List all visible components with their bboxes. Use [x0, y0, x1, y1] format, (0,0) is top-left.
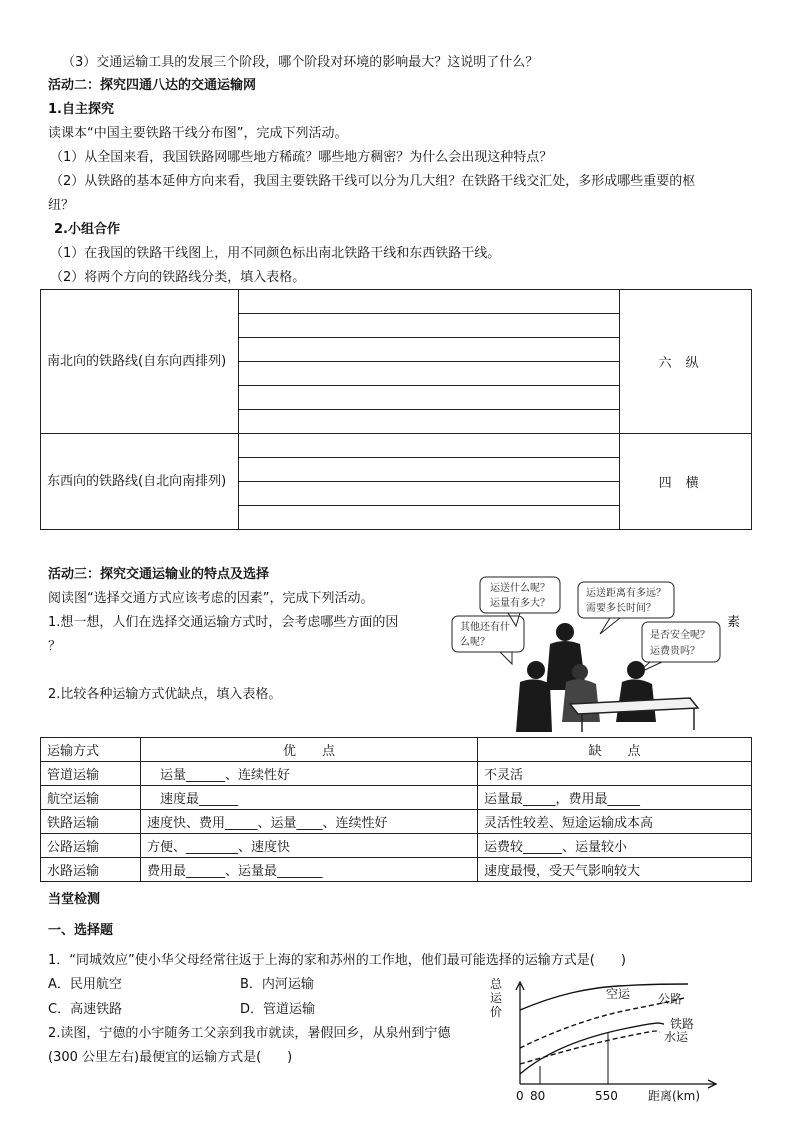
q3-text: （3）交通运输工具的发展三个阶段，哪个阶段对环境的影响最大？这说明了什么？: [62, 55, 539, 70]
pros-cell[interactable]: 速度快、费用_____、运量____、连续性好: [141, 810, 478, 834]
bubble-what-line2: 运量有多大？: [490, 598, 550, 609]
activity3-intro: 阅读图“选择交通方式应该考虑的因素”，完成下列活动。: [48, 591, 374, 606]
ew-label: 东西向的铁路线(自北向南排列): [41, 434, 239, 530]
y-label-3: 价: [490, 1005, 503, 1019]
x-tick-550: 550: [595, 1089, 618, 1103]
ns-label: 南北向的铁路线(自东向西排列): [41, 290, 239, 434]
freight-cost-chart: [488, 976, 728, 1104]
option-d[interactable]: D．管道运输: [240, 1002, 316, 1017]
ns-blank-3[interactable]: [239, 338, 620, 362]
ns-blank-2[interactable]: [239, 314, 620, 338]
activity3-q1-suffix: 素: [727, 615, 741, 630]
check-section: 一、选择题: [48, 923, 114, 938]
activity2-q2-line2: 纽？: [48, 198, 75, 213]
activity2-title: 活动二：探究四通八达的交通运输网: [48, 78, 257, 93]
table-row: [41, 786, 752, 810]
ew-blank-3[interactable]: [239, 482, 620, 506]
header-cons: 缺 点: [478, 738, 752, 762]
y-label-2: 运: [490, 991, 503, 1005]
people-group: [516, 623, 656, 732]
ew-blank-1[interactable]: [239, 434, 620, 458]
check-title: 当堂检测: [48, 892, 101, 907]
table-row: [41, 738, 752, 762]
activity3-q2: 2.比较各种运输方式优缺点，填入表格。: [48, 687, 282, 702]
series-label-water: 水运: [664, 1030, 689, 1044]
activity2-q1: （1）从全国来看，我国铁路网哪些地方稀疏？哪些地方稠密？为什么会出现这种特点？: [50, 150, 553, 165]
x-axis-label: 距离(km): [648, 1089, 701, 1103]
bubble-distance-line2: 需要多长时间？: [586, 603, 656, 614]
pros-cell[interactable]: 方便、________、速度快: [141, 834, 478, 858]
x-tick-80: 80: [530, 1089, 546, 1103]
self-study-title: 1.自主探究: [48, 102, 114, 117]
ns-blank-5[interactable]: [239, 386, 620, 410]
ew-blank-2[interactable]: [239, 458, 620, 482]
ew-tag: 四横: [620, 434, 752, 530]
transport-compare-table: [40, 737, 752, 882]
cons-cell: 灵活性较差、短途运输成本高: [478, 810, 752, 834]
pros-cell[interactable]: 速度最______: [141, 786, 478, 810]
table-row: [41, 762, 752, 786]
bubble-safety-line1: 是否安全呢？: [650, 630, 710, 641]
group-q2: （2）将两个方向的铁路线分类，填入表格。: [50, 270, 306, 285]
table-row: [41, 858, 752, 882]
check-q2-line2: (300 公里左右)最便宜的运输方式是( ): [48, 1050, 293, 1065]
mode-cell: 航空运输: [41, 786, 141, 810]
option-a[interactable]: A．民用航空: [48, 977, 122, 992]
bubble-what-line1: 运送什么呢？: [490, 583, 550, 594]
line-rail: [520, 1023, 664, 1074]
bubble-safety-line2: 运费贵吗？: [650, 646, 700, 657]
series-label-rail: 铁路: [670, 1017, 695, 1031]
ns-blank-4[interactable]: [239, 362, 620, 386]
x-tick-0: 0: [516, 1089, 524, 1103]
discussion-illustration: [450, 572, 722, 734]
mode-cell: 公路运输: [41, 834, 141, 858]
option-b[interactable]: B．内河运输: [240, 977, 314, 992]
activity2-intro: 读课本“中国主要铁路干线分布图”，完成下列活动。: [48, 126, 348, 141]
activity2-q2-line1: （2）从铁路的基本延伸方向来看，我国主要铁路干线可以分为几大组？在铁路干线交汇处，多形成哪些重要的枢: [50, 174, 696, 189]
railway-table: [40, 289, 752, 530]
pros-cell[interactable]: 运量______、连续性好: [141, 762, 478, 786]
group-work-title: 2.小组合作: [54, 222, 120, 237]
cons-cell[interactable]: 运量最_____，费用最_____: [478, 786, 752, 810]
ew-blank-4[interactable]: [239, 506, 620, 530]
cons-cell: 不灵活: [478, 762, 752, 786]
ns-tag: 六纵: [620, 290, 752, 434]
mode-cell: 铁路运输: [41, 810, 141, 834]
activity3-title: 活动三：探究交通运输业的特点及选择: [48, 567, 270, 582]
cons-cell: 速度最慢，受天气影响较大: [478, 858, 752, 882]
header-mode: 运输方式: [41, 738, 141, 762]
series-label-road: 公路: [658, 992, 683, 1006]
check-q1: 1．“同城效应”使小华父母经常往返于上海的家和苏州的工作地，他们最可能选择的运输方式是( ): [48, 953, 626, 968]
ns-blank-6[interactable]: [239, 410, 620, 434]
check-q2-line1: 2.读图，宁德的小宇随务工父亲到我市就读，暑假回乡，从泉州到宁德: [48, 1026, 451, 1041]
mode-cell: 水路运输: [41, 858, 141, 882]
activity3-q1-line2: ？: [48, 639, 62, 654]
option-c[interactable]: C．高速铁路: [48, 1002, 123, 1017]
bubble-other-line1: 其他还有什: [460, 622, 510, 633]
bubble-other-line2: 么呢？: [460, 637, 490, 648]
table-row: [41, 810, 752, 834]
table-row: [41, 834, 752, 858]
mode-cell: 管道运输: [41, 762, 141, 786]
ns-blank-1[interactable]: [239, 290, 620, 314]
bubble-distance-line1: 运送距离有多远？: [586, 588, 666, 599]
pros-cell[interactable]: 费用最______、运量最_______: [141, 858, 478, 882]
group-q1: （1）在我国的铁路干线图上，用不同颜色标出南北铁路干线和东西铁路干线。: [50, 246, 501, 261]
activity3-q1-line1: 1.想一想，人们在选择交通运输方式时，会考虑哪些方面的因: [48, 615, 399, 630]
y-label-1: 总: [490, 977, 503, 991]
header-pros: 优 点: [141, 738, 478, 762]
cons-cell[interactable]: 运费较______、运量较小: [478, 834, 752, 858]
series-label-air: 空运: [606, 987, 631, 1001]
